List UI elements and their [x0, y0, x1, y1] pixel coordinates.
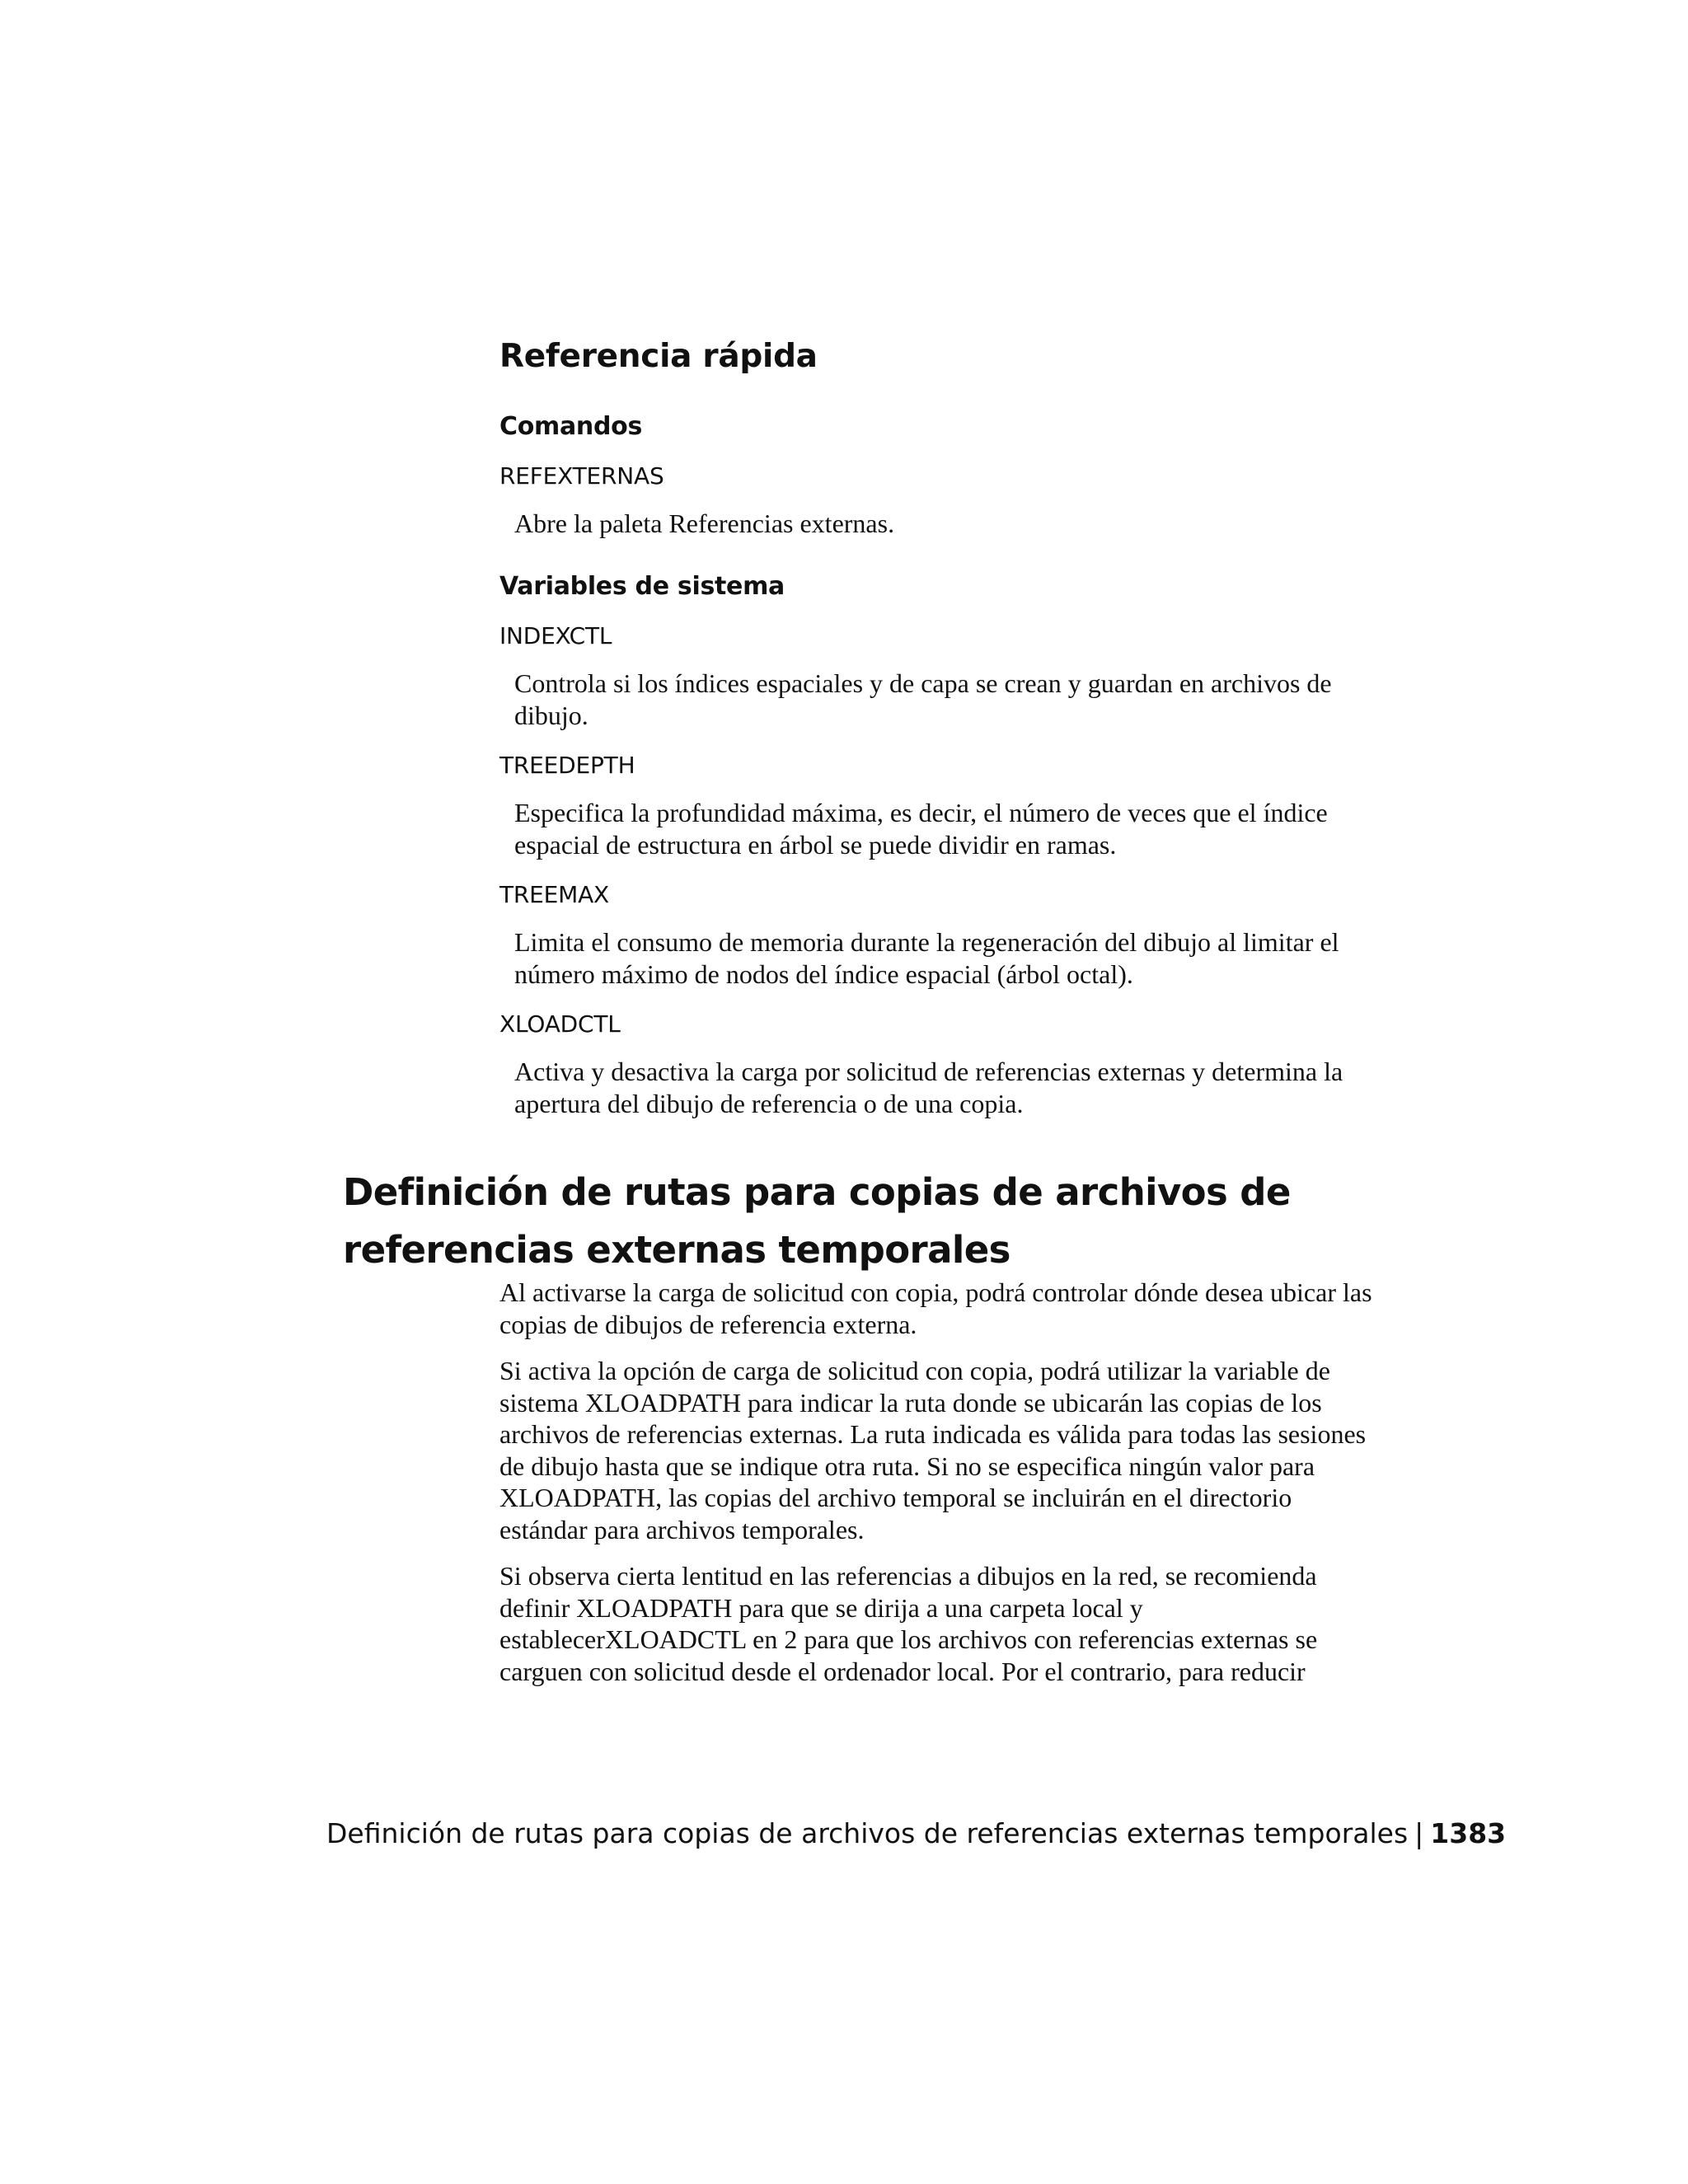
running-title: Definición de rutas para copias de archivos de referencias externas temporales — [326, 1817, 1409, 1849]
body-paragraph: Al activarse la carga de solicitud con copia, podrá controlar dónde desea ubicar las copias de dibujos de referencia externa. — [499, 1277, 1372, 1339]
body-paragraph: Si activa la opción de carga de solicitud con copia, podrá utilizar la variable de sistema XLOADPATH para indicar la ruta donde se ubicarán las copias de los archivos de referencias externas. La ruta indicada es válida para todas las sesiones de dibujo hasta que se indique otra ruta. Si no se especifica ningún valor para XLOADPATH, las copias del archivo temporal se incluirán en el directorio estándar para archivos temporales. — [499, 1356, 1367, 1544]
body-paragraph: Si observa cierta lentitud en las referencias a dibujos en la red, se recomienda definir XLOADPATH para que se dirija a una carpeta local y establecerXLOADCTL en 2 para que los archivos con referencias externas se carguen con solicitud desde el ordenador local. Por el contrario, para reducir — [499, 1561, 1318, 1686]
section-body — [499, 1277, 1381, 1702]
system-variables-heading: Variables de sistema — [499, 572, 785, 601]
variable-description: Activa y desactiva la carga por solicitud de referencias externas y determina la apertura del dibujo de referencia o de una copia. — [514, 1057, 1343, 1118]
commands-group — [499, 412, 1373, 560]
variable-term: INDEXCTL — [499, 622, 612, 649]
page-number: 1383 — [1430, 1817, 1507, 1849]
quick-reference-title: Referencia rápida — [499, 338, 818, 375]
command-description: Abre la paleta Referencias externas. — [514, 509, 895, 538]
command-term: REFEXTERNAS — [499, 462, 664, 490]
variable-term: TREEDEPTH — [499, 752, 635, 779]
variable-term: TREEMAX — [499, 881, 610, 908]
system-variables-group — [499, 572, 1373, 1140]
commands-heading: Comandos — [499, 412, 643, 441]
variable-description: Especifica la profundidad máxima, es decir, el número de veces que el índice espacial de estructura en árbol se puede dividir en ramas. — [514, 798, 1328, 860]
variable-description: Limita el consumo de memoria durante la regeneración del dibujo al limitar el número máximo de nodos del índice espacial (árbol octal). — [514, 927, 1339, 989]
variable-description: Controla si los índices espaciales y de capa se crean y guardan en archivos de dibujo. — [514, 668, 1332, 730]
section-heading: Definición de rutas para copias de archivos de referencias externas temporales — [343, 1170, 1291, 1272]
variable-term: XLOADCTL — [499, 1010, 621, 1038]
footer-separator: | — [1414, 1817, 1424, 1849]
page-footer — [326, 1817, 1507, 1849]
